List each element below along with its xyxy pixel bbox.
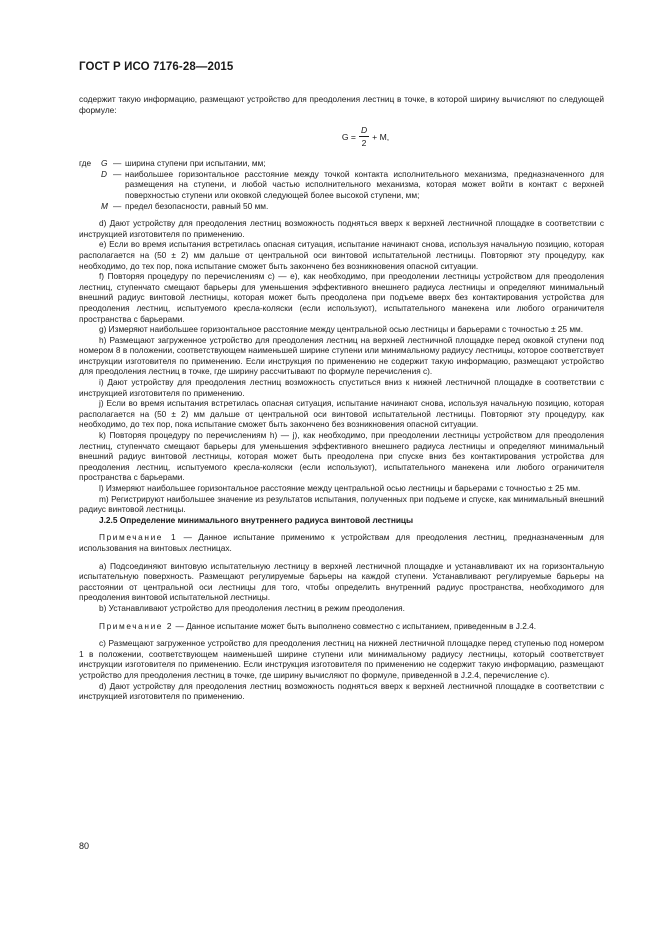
formula-rhs: + M, (372, 131, 390, 142)
paragraph-3c: c) Размещают загруженное устройство для преодоления лестниц на нижней лестничной площадке перед ступенью под номером 1 в положении, соответствующем наименьшей ширине ступени или минимальному радиусу лестницы, который соответствует инструкции изготовителя по применению. Если инструкция изготовителя по применению не содержит такую информацию, размещают устройство для преодоления лестниц в точке, где ширину вычисляют по формуле, приведенной в J.2.4, перечисление c). (79, 638, 604, 680)
paragraph-g: g) Измеряют наибольшее горизонтальное расстояние между центральной осью лестницы и барьерами с точностью ± 25 мм. (99, 324, 584, 335)
paragraph-3d: d) Дают устройству для преодоления лестниц возможность подняться вверх к верхней лестничной площадке в соответствии с инструкцией изготовителя по применению. (79, 680, 604, 702)
legend-row: где G — ширина ступени при испытании, мм; (79, 158, 604, 169)
legend-definition: ширина ступени при испытании, мм; (125, 158, 266, 169)
note-2-label: Примечание 2 (99, 620, 174, 631)
paragraph-j: j) Если во время испытания встретилась опасная ситуация, испытание начинают снова, используя начальную позицию, которая располагается на (50 ± 2) мм дальше от центральной оси винтовой испытательной лестницы. Повторяют эту процедуру, как необходимо, до тех пор, пока испытание сможет быть закончено без возникновения опасной ситуации. (79, 398, 604, 430)
legend-definition: предел безопасности, равный 50 мм. (125, 200, 269, 211)
note-2 (79, 621, 604, 632)
formula-denominator: 2 (361, 138, 367, 149)
legend-lead: где (79, 158, 92, 169)
note-2-text: — Данное испытание может быть выполнено совместно с испытанием, приведенным в J.2.4. (173, 620, 537, 631)
legend-row: D — наибольшее горизонтальное расстояние между точкой контакта исполнительного механизма, предназначенного для размещения на ступени, и любой частью исполнительного механизма, которая может войти в контакт с верхней поверхностью ступени или оковкой следующей более высокой ступени, мм; (101, 168, 604, 200)
formula-lhs: G = (341, 131, 356, 142)
note-1-text: — Данное испытание применимо к устройствам для преодоления лестниц, предназначенным для использования на винтовых лестницах. (79, 532, 604, 553)
legend-definition: наибольшее горизонтальное расстояние между точкой контакта исполнительного механизма, предназначенного для размещения на ступени, и любой частью исполнительного механизма, которая может войти в контакт с верхней поверхностью ступени или оковкой следующей более высокой ступени, мм; (125, 168, 604, 200)
paragraph-l: l) Измеряют наибольшее горизонтальное расстояние между центральной осью лестницы и барьерами с точностью ± 25 мм. (99, 483, 581, 493)
legend-symbol: G (101, 158, 108, 169)
document-header: ГОСТ Р ИСО 7176-28—2015 (79, 61, 234, 73)
legend-symbol: D (101, 168, 107, 179)
document-body (79, 94, 604, 702)
section-heading: J.2.5 Определение минимального внутреннего радиуса винтовой лестницы (99, 514, 414, 525)
paragraph-k: k) Повторяя процедуру по перечислениям h) — j), как необходимо, при преодолении лестницы устройством для преодоления лестниц, ступенчато смещают барьеры для уменьшения эффективного внешнего радиуса лестницы и определяют минимальный внешний радиус винтовой лестницы, которая может быть преодолена при спуске вниз без контактирования устройства для преодоления лестниц, испытуемого кресла-коляски (если используют), испытательного манекена или любого ограничителя пространства с барьерами. (79, 430, 604, 483)
intro-paragraph: содержит такую информацию, размещают устройство для преодоления лестниц в точке, в которой ширину вычисляют по следующей формуле: (79, 94, 604, 115)
paragraph-2b: b) Устанавливают устройство для преодоления лестниц в режим преодоления. (99, 602, 405, 613)
formula-legend (79, 158, 604, 211)
note-1-label: Примечание 1 (99, 532, 178, 543)
note-1 (79, 532, 604, 553)
width-formula (127, 124, 604, 149)
paragraph-e: e) Если во время испытания встретилась опасная ситуация, испытание начинают снова, используя начальную позицию, которая располагается на (50 ± 2) мм дальше от центральной оси винтовой испытательной лестницы. Повторяют эту процедуру, как необходимо, до тех пор, пока испытание сможет быть закончено без возникновения опасной ситуации. (79, 239, 604, 271)
formula-numerator: D (360, 125, 368, 136)
paragraph-m: m) Регистрируют наибольшее значение из результатов испытания, полученных при подъеме и спуске, как минимальный внешний радиус винтовой лестницы. (79, 493, 604, 515)
page-number: 80 (79, 841, 90, 851)
paragraph-i: i) Дают устройству для преодоления лестниц возможность спуститься вниз к нижней лестничной площадке в соответствии с инструкцией изготовителя по применению. (79, 377, 604, 398)
formula-fraction (359, 124, 369, 149)
paragraph-f: f) Повторяя процедуру по перечислениям c) — e), как необходимо, при преодолении лестницы устройством для преодоления лестниц, ступенчато смещают барьеры для уменьшения эффективного внешнего радиуса лестницы и определяют минимальный внешний радиус винтовой лестницы, которая может быть преодолена при подъеме вверх без контактирования устройства для преодоления лестниц, испытуемого кресла-коляски (если используют), испытательного манекена или любого ограничителя пространства с барьерами. (79, 271, 604, 324)
legend-row: M — предел безопасности, равный 50 мм. (79, 201, 604, 212)
paragraph-d: d) Дают устройству для преодоления лестниц возможность подняться вверх к верхней лестничной площадке в соответствии с инструкцией изготовителя по применению. (79, 218, 604, 239)
legend-symbol: M (101, 200, 108, 211)
paragraph-2a: a) Подсоединяют винтовую испытательную лестницу в верхней лестничной площадке и устанавливают их на горизонтальную испытательную поверхность. Размещают регулируемые барьеры на каждой ступени. Устанавливают регулируемые барьеры на расстоянии от центральной оси лестницы для того, чтобы определить внутренний радиус пространства, необходимого для преодоления винтовой испытательной лестницы. (79, 560, 604, 603)
paragraph-h: h) Размещают загруженное устройство для преодоления лестниц на верхней лестничной площадке перед оковкой ступени под номером 8 в положении, соответствующем наименьшей ширине ступени или минимальному радиусу лестницы, которое соответствует инструкции изготовителя по применению. Если инструкция по применению не содержит такую информацию, размещают устройство для преодоления лестниц в точке, где ширину рассчитывают по формуле перечисления c). (79, 334, 604, 377)
